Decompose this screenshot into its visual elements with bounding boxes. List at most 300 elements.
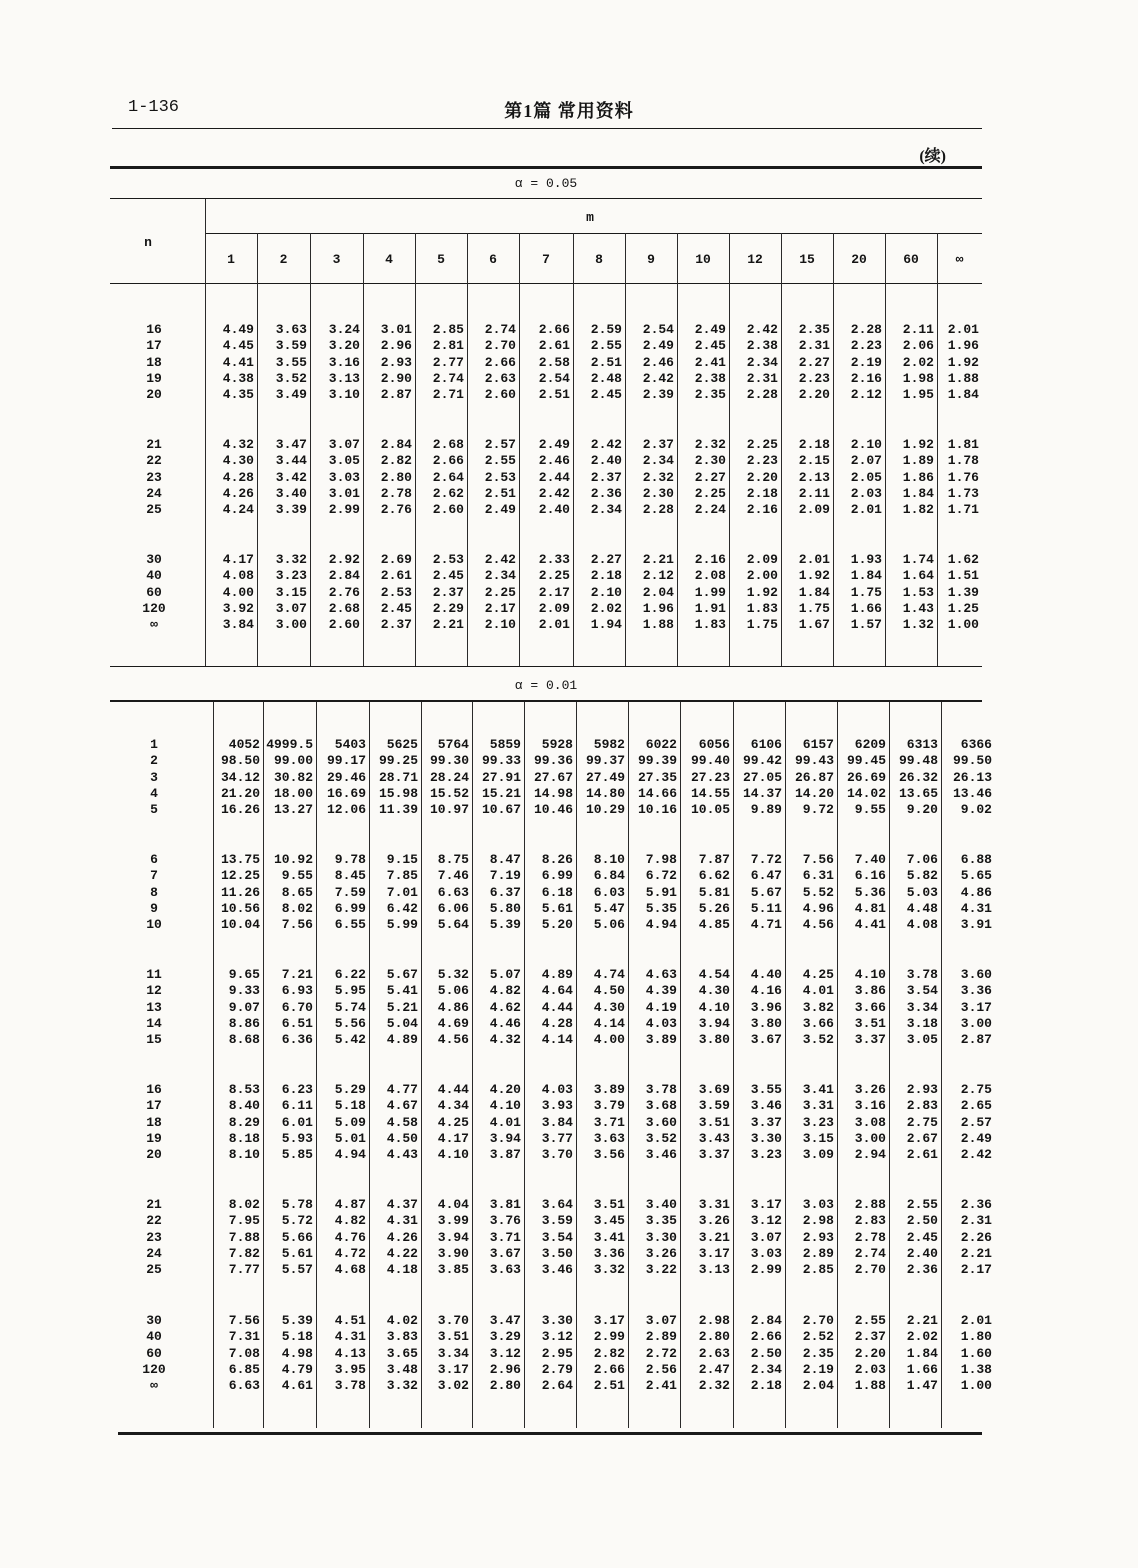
- alpha-rule-upper: [110, 198, 982, 199]
- row-label: 6: [150, 852, 158, 867]
- value-column: [889, 1082, 938, 1163]
- table-cell: 6.51: [281, 1015, 313, 1031]
- value-column: [369, 1082, 418, 1163]
- table-cell: 2.66: [432, 453, 464, 469]
- value-column: [421, 967, 469, 1048]
- table-cell: 2.27: [694, 469, 726, 485]
- value-column: [524, 737, 573, 818]
- table-cell: 4.71: [750, 917, 782, 933]
- table-cell: 3.07: [645, 1313, 677, 1328]
- table-cell: 21.20: [220, 785, 260, 801]
- table-cell: 4.16: [750, 983, 782, 999]
- table-cell: 3.29: [489, 1329, 521, 1345]
- table-cell: 4.02: [386, 1313, 418, 1328]
- table-cell: 3.67: [489, 1245, 521, 1261]
- table-cell: 6.72: [645, 868, 677, 884]
- table-cell: 2.51: [538, 387, 570, 403]
- table-cell: 4.17: [437, 1130, 469, 1146]
- table-cell: 2.42: [960, 1147, 992, 1163]
- table-cell: 2.60: [484, 387, 516, 403]
- table-cell: 3.07: [750, 1229, 782, 1245]
- value-column: [213, 967, 260, 1048]
- table-cell: 2.17: [484, 600, 516, 616]
- table-cell: 1.43: [902, 600, 934, 616]
- row-labels: [134, 1197, 174, 1278]
- table-cell: 2.04: [642, 584, 674, 600]
- table-cell: 1.92: [746, 584, 778, 600]
- table-cell: 3.55: [750, 1082, 782, 1097]
- table-cell: 2.17: [960, 1262, 992, 1278]
- table-cell: 2.01: [850, 502, 882, 518]
- value-column: [781, 322, 830, 403]
- row-label: 3: [150, 769, 158, 785]
- value-column: [213, 1313, 260, 1394]
- table-cell: 2.72: [645, 1345, 677, 1361]
- table-cell: 7.72: [750, 852, 782, 867]
- value-column: [677, 437, 726, 518]
- table-cell: 4.32: [222, 437, 254, 452]
- table-cell: 5.06: [437, 983, 469, 999]
- table-cell: 99.50: [952, 753, 992, 769]
- table-cell: 2.96: [489, 1361, 521, 1377]
- table-cell: 1.62: [947, 552, 979, 567]
- value-column: [524, 1313, 573, 1394]
- table-cell: 2.25: [746, 437, 778, 452]
- value-column: [937, 322, 979, 403]
- table-cell: 4.01: [489, 1114, 521, 1130]
- table-cell: 4.03: [645, 1015, 677, 1031]
- table-cell: 16.69: [326, 785, 366, 801]
- table-cell: 4.63: [645, 967, 677, 982]
- table-cell: 3.52: [275, 370, 307, 386]
- table-cell: 5.99: [386, 917, 418, 933]
- table-cell: 8.29: [228, 1114, 260, 1130]
- table-cell: 4.30: [593, 999, 625, 1015]
- table-cell: 2.20: [746, 469, 778, 485]
- table-cell: 5.18: [281, 1329, 313, 1345]
- value-column: [263, 1197, 313, 1278]
- table-cell: 2.18: [590, 568, 622, 584]
- table-cell: 2.03: [850, 485, 882, 501]
- table-cell: 3.37: [698, 1147, 730, 1163]
- value-column: [310, 437, 360, 518]
- row-labels: [134, 737, 174, 818]
- table-cell: 1.47: [906, 1378, 938, 1394]
- table-cell: 6.99: [334, 900, 366, 916]
- table-cell: 2.95: [541, 1345, 573, 1361]
- table-cell: 2.48: [590, 370, 622, 386]
- table-cell: 8.10: [228, 1147, 260, 1163]
- table-cell: 2.93: [906, 1082, 938, 1097]
- table-cell: 2.60: [432, 502, 464, 518]
- table-cell: 2.31: [746, 370, 778, 386]
- table-cell: 4.31: [386, 1213, 418, 1229]
- table-cell: 5.42: [334, 1032, 366, 1048]
- value-column: [576, 967, 625, 1048]
- value-column: [733, 967, 782, 1048]
- table-cell: 15.21: [481, 785, 521, 801]
- table-cell: 5.35: [645, 900, 677, 916]
- table-cell: 2.88: [854, 1197, 886, 1212]
- table-cell: 3.68: [645, 1098, 677, 1114]
- table-cell: 4.10: [437, 1147, 469, 1163]
- table-cell: 3.54: [541, 1229, 573, 1245]
- row-label: 120: [142, 1361, 166, 1377]
- table-cell: 3.91: [960, 917, 992, 933]
- row-label: 25: [146, 1262, 162, 1278]
- table-cell: 5.67: [386, 967, 418, 982]
- table-cell: 3.39: [275, 502, 307, 518]
- table-cell: 4.50: [593, 983, 625, 999]
- table-cell: 3.52: [645, 1130, 677, 1146]
- value-column: [472, 967, 521, 1048]
- value-column: [837, 1082, 886, 1163]
- value-column: [519, 552, 570, 633]
- table-cell: 1.81: [947, 437, 979, 452]
- table-cell: 1.75: [798, 600, 830, 616]
- table-cell: 3.08: [854, 1114, 886, 1130]
- row-label: 21: [146, 437, 162, 452]
- row-label: 8: [150, 884, 158, 900]
- value-column: [889, 852, 938, 933]
- table-cell: 1.53: [902, 584, 934, 600]
- table-cell: 4.37: [386, 1197, 418, 1212]
- table-cell: 2.37: [590, 469, 622, 485]
- value-column: [680, 1082, 730, 1163]
- table-cell: 9.33: [228, 983, 260, 999]
- table-cell: 6.42: [386, 900, 418, 916]
- table-cell: 3.63: [593, 1130, 625, 1146]
- table-cell: 7.77: [228, 1262, 260, 1278]
- table-cell: 4.10: [489, 1098, 521, 1114]
- table-cell: 2.28: [850, 322, 882, 337]
- table-cell: 14.66: [637, 785, 677, 801]
- table-cell: 6209: [854, 737, 886, 752]
- table-cell: 1.88: [642, 617, 674, 633]
- value-column: [310, 322, 360, 403]
- table-cell: 4.96: [802, 900, 834, 916]
- table-cell: 2.01: [538, 617, 570, 633]
- table-cell: 4.45: [222, 338, 254, 354]
- table-cell: 5.09: [334, 1114, 366, 1130]
- table-cell: 4.61: [281, 1378, 313, 1394]
- table-cell: 3.46: [645, 1147, 677, 1163]
- value-column: [415, 322, 464, 403]
- table-cell: 2.76: [328, 584, 360, 600]
- row-labels: [134, 552, 174, 633]
- table-cell: 10.04: [220, 917, 260, 933]
- value-column: [785, 852, 834, 933]
- value-column: [837, 737, 886, 818]
- table-cell: 3.94: [698, 1015, 730, 1031]
- table-cell: 2.28: [746, 387, 778, 403]
- table-cell: 4.43: [386, 1147, 418, 1163]
- table-cell: 4.25: [802, 967, 834, 982]
- table-cell: 5.81: [698, 884, 730, 900]
- table-cell: 2.50: [750, 1345, 782, 1361]
- table-cell: 8.86: [228, 1015, 260, 1031]
- row-label: 24: [146, 1245, 162, 1261]
- table-cell: 6.37: [489, 884, 521, 900]
- table-cell: 2.09: [798, 502, 830, 518]
- value-column: [369, 1313, 418, 1394]
- table-cell: 4.74: [593, 967, 625, 982]
- table-cell: 4.04: [437, 1197, 469, 1212]
- table-cell: 3.99: [437, 1213, 469, 1229]
- table-cell: 3.41: [802, 1082, 834, 1097]
- table-cell: 6.88: [960, 852, 992, 867]
- table-cell: 1.80: [960, 1329, 992, 1345]
- value-column: [889, 1197, 938, 1278]
- value-column: [316, 1197, 366, 1278]
- table-cell: 10.29: [585, 802, 625, 818]
- table-cell: 4999.5: [266, 737, 313, 752]
- table-cell: 4.67: [386, 1098, 418, 1114]
- table-cell: 3.44: [275, 453, 307, 469]
- table-cell: 2.70: [802, 1313, 834, 1328]
- table-cell: 3.60: [645, 1114, 677, 1130]
- table-cell: 3.87: [489, 1147, 521, 1163]
- table-cell: 5.07: [489, 967, 521, 982]
- table-cell: 6.55: [334, 917, 366, 933]
- table-cell: 3.32: [593, 1262, 625, 1278]
- table-cell: 2.33: [538, 552, 570, 567]
- value-column: [316, 1082, 366, 1163]
- table-cell: 1.66: [850, 600, 882, 616]
- table-cell: 5.20: [541, 917, 573, 933]
- value-column: [524, 967, 573, 1048]
- table-cell: 2.49: [960, 1130, 992, 1146]
- table-cell: 2.23: [798, 370, 830, 386]
- table-cell: 2.61: [906, 1147, 938, 1163]
- table-cell: 8.47: [489, 852, 521, 867]
- table-cell: 3.71: [593, 1114, 625, 1130]
- table-cell: 3.16: [328, 354, 360, 370]
- table-cell: 5.64: [437, 917, 469, 933]
- table-cell: 2.23: [746, 453, 778, 469]
- column-header: 4: [385, 252, 393, 267]
- value-column: [833, 437, 882, 518]
- row-label: 30: [146, 552, 162, 567]
- value-column: [369, 967, 418, 1048]
- table-cell: 2.40: [906, 1245, 938, 1261]
- value-column: [680, 967, 730, 1048]
- value-column: [837, 1313, 886, 1394]
- table-cell: 1.96: [947, 338, 979, 354]
- table-cell: 2.36: [906, 1262, 938, 1278]
- table-cell: 9.20: [906, 802, 938, 818]
- value-column: [363, 552, 412, 633]
- table-cell: 2.25: [538, 568, 570, 584]
- table-cell: 14.20: [794, 785, 834, 801]
- value-column: [519, 322, 570, 403]
- table-cell: 1.75: [746, 617, 778, 633]
- table-cell: 1.95: [902, 387, 934, 403]
- table-cell: 2.85: [432, 322, 464, 337]
- value-column: [628, 1197, 677, 1278]
- table-cell: 5982: [593, 737, 625, 752]
- table-cell: 5.32: [437, 967, 469, 982]
- column-header: 6: [489, 252, 497, 267]
- table-cell: 3.01: [380, 322, 412, 337]
- table-cell: 2.89: [645, 1329, 677, 1345]
- table-cell: 4.86: [437, 999, 469, 1015]
- table-cell: 2.45: [694, 338, 726, 354]
- table-cell: 7.46: [437, 868, 469, 884]
- table-cell: 4.14: [593, 1015, 625, 1031]
- table-cell: 2.87: [960, 1032, 992, 1048]
- table-cell: 3.54: [906, 983, 938, 999]
- table-cell: 6.22: [334, 967, 366, 982]
- table-cell: 2.44: [538, 469, 570, 485]
- value-column: [628, 1313, 677, 1394]
- value-column: [524, 1082, 573, 1163]
- value-column: [889, 967, 938, 1048]
- table-cell: 6.84: [593, 868, 625, 884]
- row-label: 30: [146, 1313, 162, 1328]
- table-cell: 2.90: [380, 370, 412, 386]
- table-cell: 2.55: [484, 453, 516, 469]
- header-bottom-rule: [110, 283, 982, 284]
- table-cell: 3.42: [275, 469, 307, 485]
- table-cell: 2.13: [798, 469, 830, 485]
- value-column: [421, 1197, 469, 1278]
- table-cell: 2.16: [850, 370, 882, 386]
- table-cell: 6.63: [228, 1378, 260, 1394]
- value-column: [937, 437, 979, 518]
- table-cell: 28.71: [378, 769, 418, 785]
- table-cell: 3.63: [489, 1262, 521, 1278]
- table-cell: 2.79: [541, 1361, 573, 1377]
- row-labels: [134, 1313, 174, 1394]
- table-cell: 2.21: [642, 552, 674, 567]
- value-column: [576, 1197, 625, 1278]
- table-cell: 14.37: [742, 785, 782, 801]
- table-cell: 2.00: [746, 568, 778, 584]
- table-cell: 2.19: [850, 354, 882, 370]
- table-cell: 3.17: [960, 999, 992, 1015]
- table-cell: 2.09: [746, 552, 778, 567]
- column-header: 3: [332, 252, 341, 267]
- table-cell: 3.81: [489, 1197, 521, 1212]
- col-var-label: m: [586, 210, 594, 225]
- table-cell: 6.18: [541, 884, 573, 900]
- table-cell: 99.40: [690, 753, 730, 769]
- table-cell: 2.85: [802, 1262, 834, 1278]
- table-cell: 4.22: [386, 1245, 418, 1261]
- value-column: [837, 1197, 886, 1278]
- value-column: [733, 1313, 782, 1394]
- table-cell: 3.82: [802, 999, 834, 1015]
- table-cell: 3.41: [593, 1229, 625, 1245]
- table-cell: 99.43: [794, 753, 834, 769]
- table-cell: 4.82: [334, 1213, 366, 1229]
- row-label: 25: [146, 502, 162, 518]
- row-label: 19: [146, 1130, 162, 1146]
- value-column: [369, 852, 418, 933]
- table-cell: 3.69: [698, 1082, 730, 1097]
- table-cell: 11.26: [220, 884, 260, 900]
- table-cell: 7.88: [228, 1229, 260, 1245]
- table-cell: 4.24: [222, 502, 254, 518]
- table-cell: 4.39: [645, 983, 677, 999]
- table-cell: 5.85: [281, 1147, 313, 1163]
- table-cell: 3.76: [489, 1213, 521, 1229]
- row-label: 13: [146, 999, 162, 1015]
- table-cell: 3.17: [437, 1361, 469, 1377]
- table-cell: 2.66: [484, 354, 516, 370]
- row-label: 18: [146, 354, 162, 370]
- row-label: 17: [146, 338, 162, 354]
- table-cell: 3.79: [593, 1098, 625, 1114]
- value-column: [733, 737, 782, 818]
- table-cell: 2.23: [850, 338, 882, 354]
- alpha-label-upper: α = 0.05: [514, 176, 578, 191]
- table-cell: 14.98: [533, 785, 573, 801]
- table-cell: 4.79: [281, 1361, 313, 1377]
- table-cell: 4.64: [541, 983, 573, 999]
- column-header: 12: [747, 252, 763, 267]
- table-cell: 2.20: [798, 387, 830, 403]
- table-cell: 2.60: [328, 617, 360, 633]
- value-column: [729, 322, 778, 403]
- value-column: [625, 552, 674, 633]
- table-cell: 2.62: [432, 485, 464, 501]
- table-cell: 2.03: [854, 1361, 886, 1377]
- column-header: 1: [227, 252, 235, 267]
- row-var-label: n: [144, 235, 152, 250]
- table-cell: 2.21: [960, 1245, 992, 1261]
- table-cell: 3.16: [854, 1098, 886, 1114]
- value-column: [369, 1197, 418, 1278]
- table-cell: 2.51: [590, 354, 622, 370]
- table-cell: 3.86: [854, 983, 886, 999]
- table-cell: 4.56: [802, 917, 834, 933]
- table-cell: 3.95: [334, 1361, 366, 1377]
- table-cell: 5.82: [906, 868, 938, 884]
- table-cell: 4.89: [386, 1032, 418, 1048]
- table-cell: 1.89: [902, 453, 934, 469]
- table-cell: 4.34: [437, 1098, 469, 1114]
- table-cell: 5.41: [386, 983, 418, 999]
- table-cell: 5.78: [281, 1197, 313, 1212]
- row-label: 10: [146, 917, 162, 933]
- table-cell: 1.75: [850, 584, 882, 600]
- table-cell: 2.02: [906, 1329, 938, 1345]
- table-cell: 3.01: [328, 485, 360, 501]
- table-cell: 2.05: [850, 469, 882, 485]
- value-column: [729, 437, 778, 518]
- table-cell: 2.75: [960, 1082, 992, 1097]
- table-cell: 5.74: [334, 999, 366, 1015]
- table-cell: 1.78: [947, 453, 979, 469]
- table-cell: 99.36: [533, 753, 573, 769]
- table-cell: 2.04: [802, 1378, 834, 1394]
- table-cell: 3.34: [906, 999, 938, 1015]
- table-cell: 5.03: [906, 884, 938, 900]
- table-cell: 3.92: [222, 600, 254, 616]
- table-cell: 1.92: [798, 568, 830, 584]
- value-column: [941, 1197, 992, 1278]
- row-labels: [134, 967, 174, 1048]
- value-column: [467, 552, 516, 633]
- value-column: [421, 737, 469, 818]
- table-cell: 6.11: [281, 1098, 313, 1114]
- row-label: 5: [150, 802, 158, 818]
- table-cell: 3.84: [541, 1114, 573, 1130]
- table-cell: 4.69: [437, 1015, 469, 1031]
- table-cell: 2.93: [802, 1229, 834, 1245]
